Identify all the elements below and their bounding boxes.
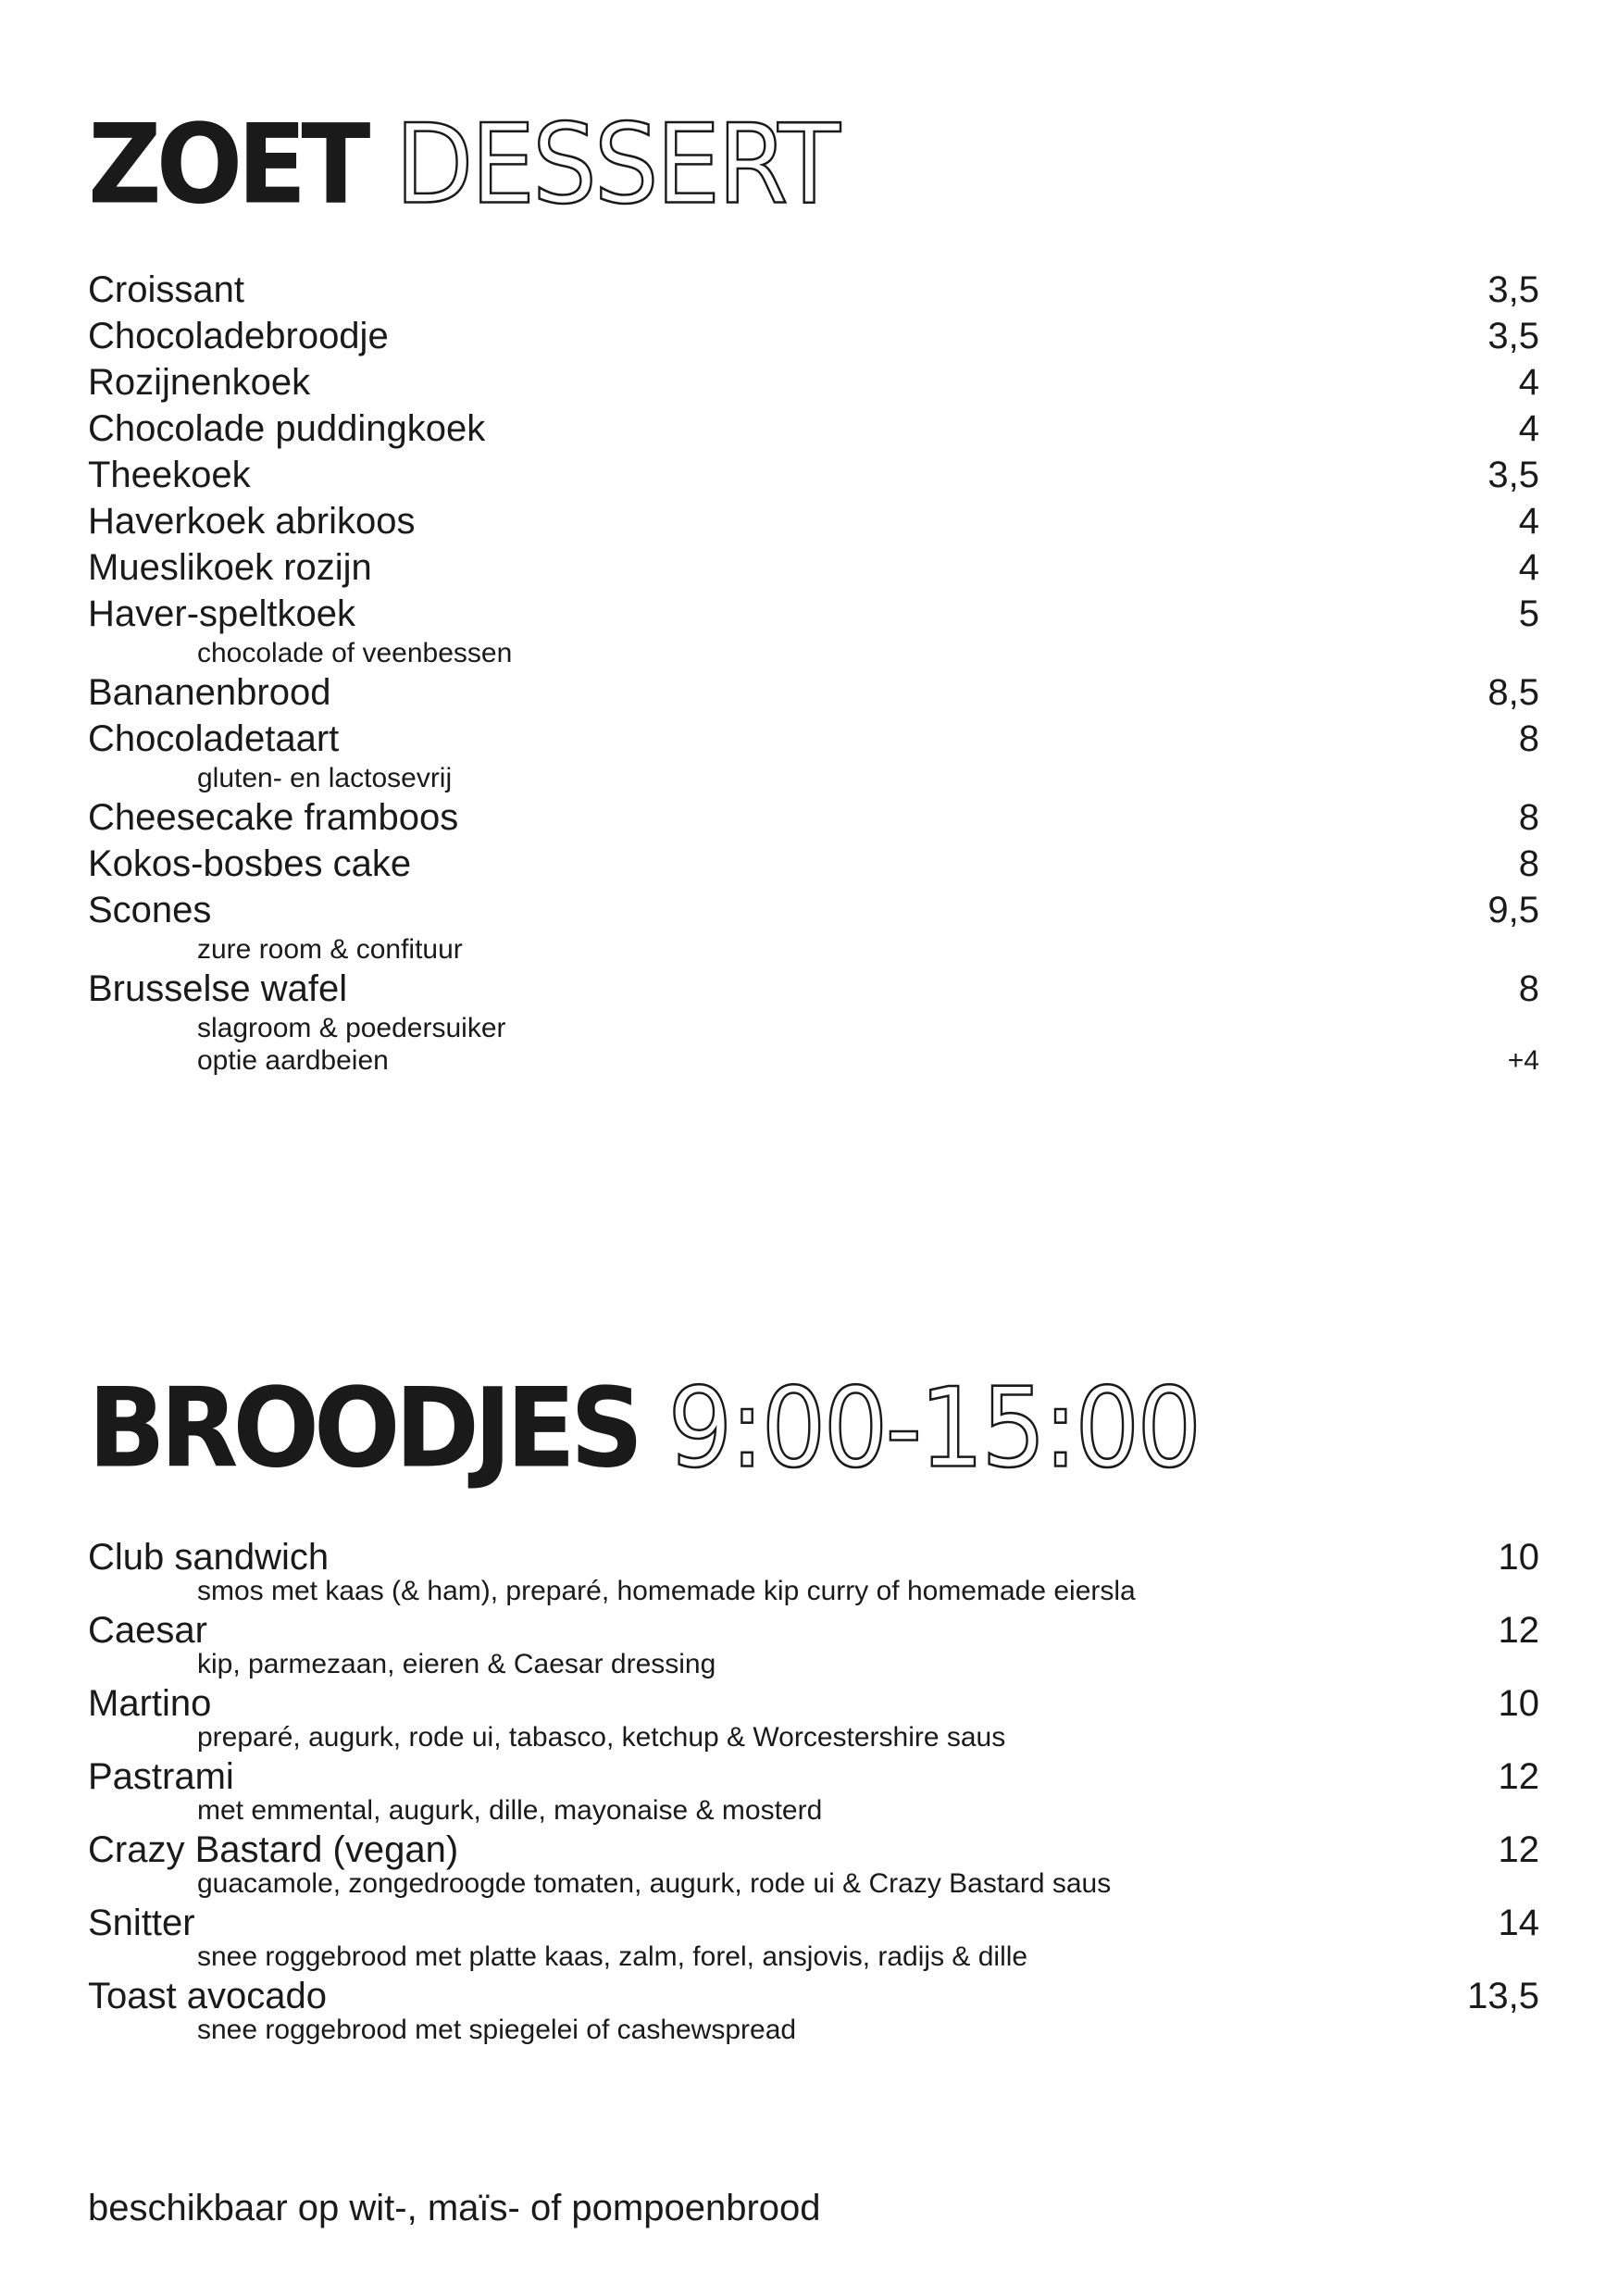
menu-item-name: Crazy Bastard (vegan) xyxy=(88,1829,459,1870)
menu-item-description xyxy=(88,1012,1539,1044)
menu-item xyxy=(88,313,1539,359)
menu-item-row xyxy=(88,1680,1539,1727)
menu-item-row xyxy=(88,841,1539,887)
menu-item-row xyxy=(88,406,1539,452)
menu-item-description-text: chocolade of veenbessen xyxy=(197,638,513,668)
menu-item-name: Haver-speltkoek xyxy=(88,593,356,634)
menu-item-name: Croissant xyxy=(88,269,244,310)
menu-item-description xyxy=(88,1867,1539,1900)
menu-item xyxy=(88,267,1539,313)
menu-item-row xyxy=(88,313,1539,359)
menu-item-row xyxy=(88,1900,1539,1946)
menu-item-price: 5 xyxy=(1518,593,1539,634)
menu-item-price: 4 xyxy=(1518,362,1539,403)
menu-item xyxy=(88,1753,1539,1827)
menu-item-row xyxy=(88,267,1539,313)
menu-item xyxy=(88,716,1539,794)
menu-item-row xyxy=(88,452,1539,498)
menu-item xyxy=(88,1900,1539,1973)
menu-item-price: 10 xyxy=(1498,1537,1539,1578)
menu-item-description-text: kip, parmezaan, eieren & Caesar dressing xyxy=(197,1649,716,1679)
menu-item-name: Snitter xyxy=(88,1903,195,1943)
menu-item-name: Brusselse wafel xyxy=(88,968,348,1009)
menu-item-row xyxy=(88,716,1539,762)
menu-item-name: Haverkoek abrikoos xyxy=(88,501,416,542)
menu-item-row xyxy=(88,1534,1539,1580)
menu-item-description xyxy=(88,1575,1539,1607)
menu-item-description xyxy=(88,2014,1539,2046)
menu-item-name: Rozijnenkoek xyxy=(88,362,311,403)
menu-item-name: Scones xyxy=(88,890,212,930)
menu-item-price: 10 xyxy=(1498,1683,1539,1724)
menu-item-description xyxy=(88,637,1539,669)
menu-item xyxy=(88,1607,1539,1680)
title-solid-word: ZOET xyxy=(88,100,366,229)
menu-item-price: 3,5 xyxy=(1487,455,1539,495)
menu-item-description-text: guacamole, zongedroogde tomaten, augurk, rode ui & Crazy Bastard saus xyxy=(197,1868,1112,1899)
menu-item-row xyxy=(88,1753,1539,1800)
menu-item-description xyxy=(88,1794,1539,1827)
menu-item-price: 8,5 xyxy=(1487,672,1539,713)
menu-item-row xyxy=(88,591,1539,637)
menu-item xyxy=(88,498,1539,544)
menu-item-description xyxy=(88,762,1539,794)
menu-item-row xyxy=(88,669,1539,716)
menu-item-price: 12 xyxy=(1498,1829,1539,1870)
title-outline-hours: 9:00-15:00 xyxy=(667,1364,1200,1492)
menu-item-row xyxy=(88,794,1539,841)
broodjes-menu-list xyxy=(88,1534,1539,2046)
menu-item-price: 8 xyxy=(1518,718,1539,759)
menu-item-name: Bananenbrood xyxy=(88,672,331,713)
menu-item-option-price: +4 xyxy=(1507,1045,1539,1076)
menu-item-price: 8 xyxy=(1518,797,1539,838)
menu-item xyxy=(88,406,1539,452)
menu-item-description-text: smos met kaas (& ham), preparé, homemade kip curry of homemade eiersla xyxy=(197,1576,1136,1606)
menu-item-row xyxy=(88,1827,1539,1873)
menu-item-name: Chocoladebroodje xyxy=(88,316,389,356)
menu-item xyxy=(88,1680,1539,1753)
menu-item-name: Chocoladetaart xyxy=(88,718,340,759)
menu-item-row xyxy=(88,887,1539,933)
menu-item-row xyxy=(88,359,1539,406)
menu-item-price: 14 xyxy=(1498,1903,1539,1943)
menu-item-description-text: gluten- en lactosevrij xyxy=(197,763,453,793)
menu-item xyxy=(88,966,1539,1077)
menu-item-price: 12 xyxy=(1498,1610,1539,1651)
menu-item-name: Club sandwich xyxy=(88,1537,330,1578)
menu-item-name: Mueslikoek rozijn xyxy=(88,547,372,588)
menu-item-description-text: snee roggebrood met platte kaas, zalm, forel, ansjovis, radijs & dille xyxy=(197,1941,1028,1972)
menu-item-price: 9,5 xyxy=(1487,890,1539,930)
menu-item xyxy=(88,887,1539,966)
menu-item-row xyxy=(88,544,1539,591)
menu-item xyxy=(88,841,1539,887)
menu-item xyxy=(88,544,1539,591)
menu-item-price: 12 xyxy=(1498,1756,1539,1797)
menu-item-row xyxy=(88,498,1539,544)
menu-item-description-text: zure room & confituur xyxy=(197,934,463,965)
menu-item xyxy=(88,359,1539,406)
dessert-menu-list xyxy=(88,267,1539,1077)
menu-item-price: 13,5 xyxy=(1467,1976,1539,2016)
menu-item xyxy=(88,591,1539,669)
section-title-broodjes xyxy=(88,1364,1200,1492)
section-title-dessert xyxy=(88,100,838,229)
menu-item-name: Chocolade puddingkoek xyxy=(88,408,486,449)
menu-item-name: Cheesecake framboos xyxy=(88,797,459,838)
menu-item-price: 4 xyxy=(1518,547,1539,588)
menu-item-row xyxy=(88,1973,1539,2019)
menu-item-price: 8 xyxy=(1518,968,1539,1009)
title-solid-word: BROODJES xyxy=(88,1364,639,1492)
menu-item xyxy=(88,794,1539,841)
menu-item-description xyxy=(88,1648,1539,1680)
menu-item-option xyxy=(88,1044,1539,1077)
menu-item-name: Pastrami xyxy=(88,1756,234,1797)
menu-item-description xyxy=(88,1721,1539,1753)
menu-item-price: 8 xyxy=(1518,843,1539,884)
menu-item-name: Kokos-bosbes cake xyxy=(88,843,412,884)
menu-item-description xyxy=(88,933,1539,966)
menu-item-description xyxy=(88,1940,1539,1973)
menu-item-row xyxy=(88,1607,1539,1653)
menu-item-price: 3,5 xyxy=(1487,316,1539,356)
menu-item-description-text: snee roggebrood met spiegelei of cashewspread xyxy=(197,2015,797,2045)
menu-item-description-text: preparé, augurk, rode ui, tabasco, ketchup & Worcestershire saus xyxy=(197,1722,1006,1753)
menu-item-description-text: slagroom & poedersuiker xyxy=(197,1013,506,1043)
menu-item xyxy=(88,452,1539,498)
menu-item-row xyxy=(88,966,1539,1012)
menu-item xyxy=(88,1827,1539,1900)
title-outline-word: DESSERT xyxy=(394,100,838,229)
menu-item-price: 4 xyxy=(1518,501,1539,542)
menu-item-description-text: met emmental, augurk, dille, mayonaise & mosterd xyxy=(197,1795,823,1826)
menu-item xyxy=(88,1973,1539,2046)
menu-item xyxy=(88,669,1539,716)
menu-item-name: Caesar xyxy=(88,1610,207,1651)
menu-item-name: Theekoek xyxy=(88,455,251,495)
menu-item-name: Toast avocado xyxy=(88,1976,327,2016)
menu-item xyxy=(88,1534,1539,1607)
menu-item-name: Martino xyxy=(88,1683,212,1724)
bread-options-note: beschikbaar op wit-, maïs- of pompoenbrood xyxy=(88,2188,821,2228)
menu-item-price: 4 xyxy=(1518,408,1539,449)
menu-item-option-text: optie aardbeien xyxy=(197,1045,389,1076)
menu-item-price: 3,5 xyxy=(1487,269,1539,310)
